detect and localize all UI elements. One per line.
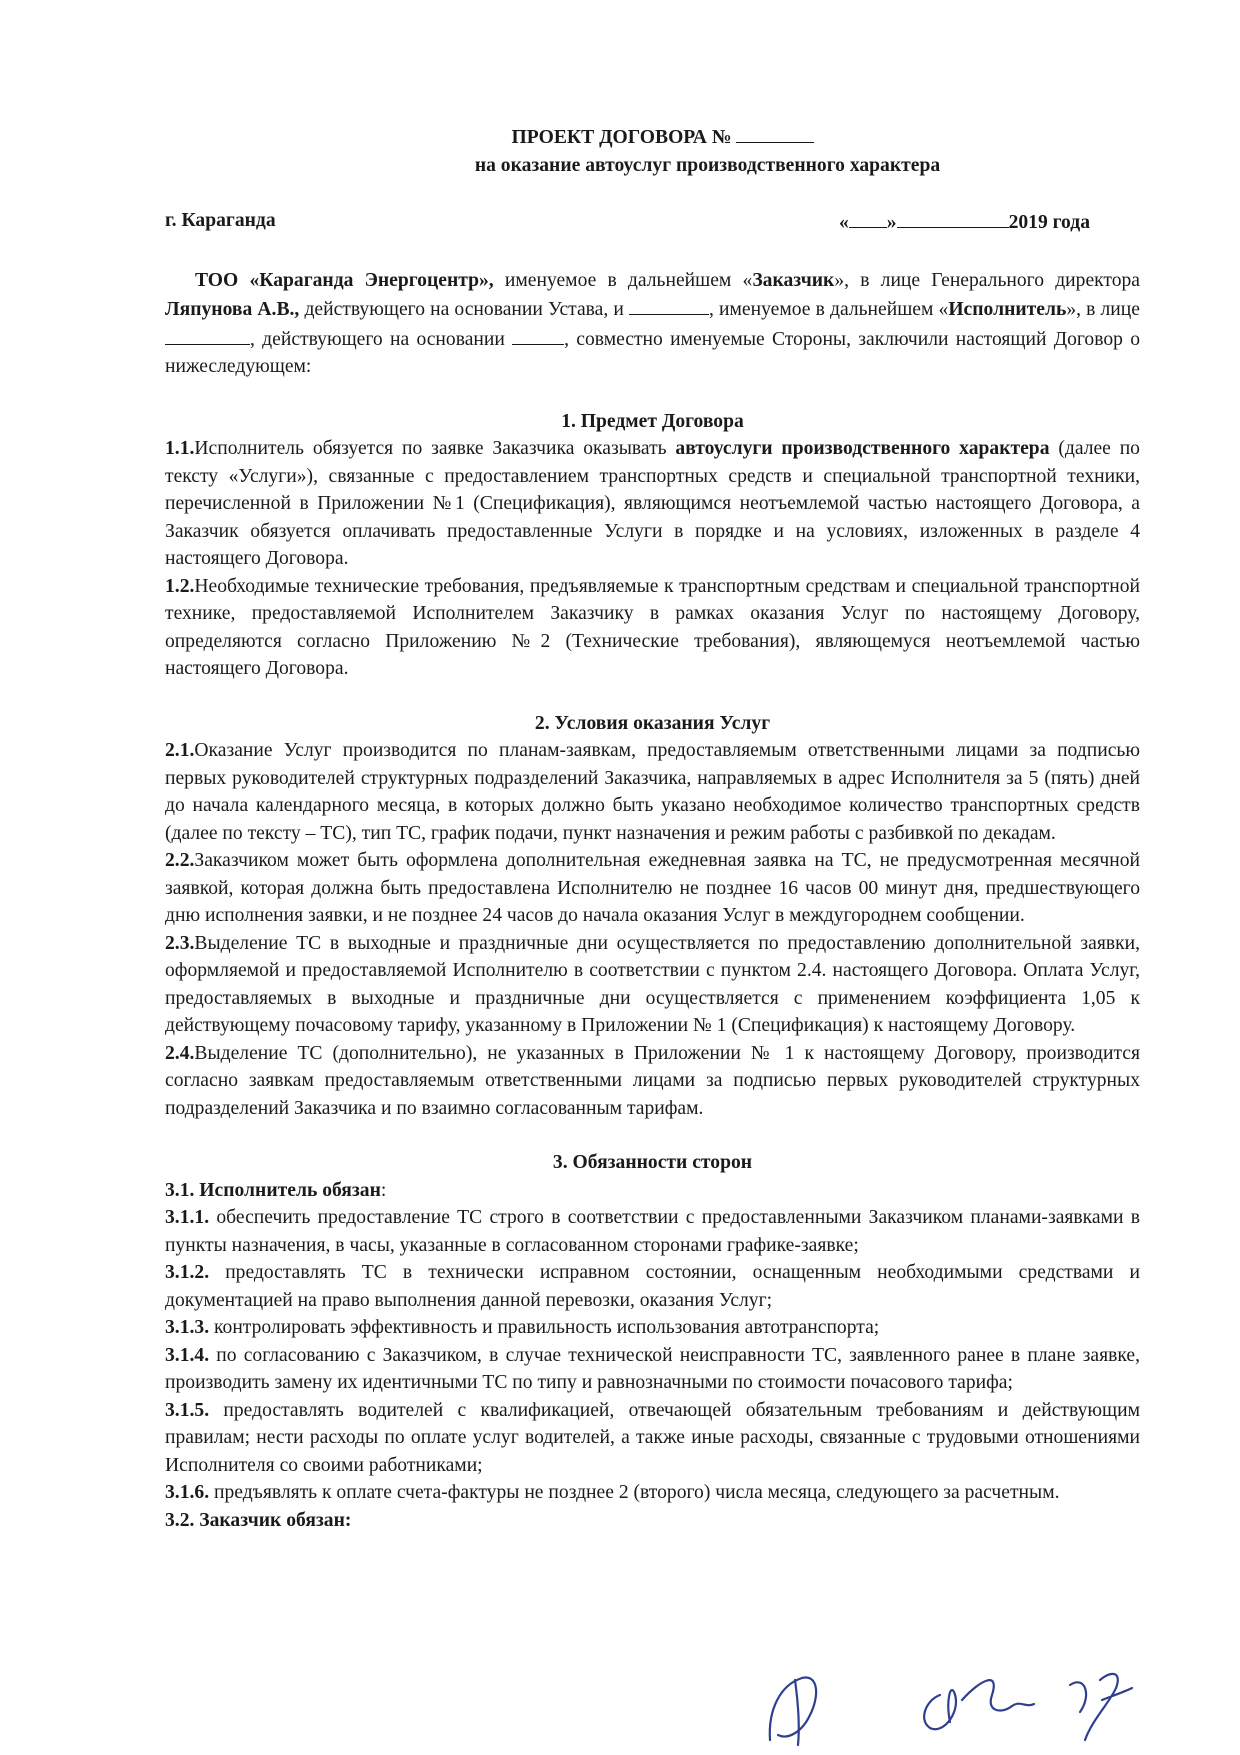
document-body bbox=[165, 122, 1140, 1534]
clause-3-1-3: 3.1.3. контролировать эффективность и правильность использования автотранспорта; bbox=[165, 1317, 880, 1338]
clause-2-1: 2.1.Оказание Услуг производится по планам-заявкам, предоставляемым ответственными лицами за подписью первых руководителей структурных подразделений Заказчика, направляемых в адрес Исполнителя за 5 (пять) дней до начала календарного месяца, в которых должно быть указано необходимое количество транспортных средств (далее по тексту – ТС), тип ТС, график подачи, пункт назначения и режим работы с разбивкой по декадам. bbox=[165, 740, 1140, 844]
month-blank bbox=[897, 207, 1009, 228]
clause-1-2: 1.2.Необходимые технические требования, предъявляемые к транспортным средствам и специальной транспортной технике, предоставляемой Исполнителем Заказчику в рамках оказания Услуг по настоящему Договору, определяются согласно Приложению №2 (Технические требования), являющемуся неотъемлемой частью настоящего Договора. bbox=[165, 575, 1140, 679]
clause-2-4: 2.4.Выделение ТС (дополнительно), не указанных в Приложении № 1 к настоящему Договору, производится согласно заявкам предоставляемым ответственными лицами за подписью первых руководителей структурных подразделений Заказчика и по взаимно согласованным тарифам. bbox=[165, 1042, 1140, 1119]
signature-2 bbox=[924, 1680, 1034, 1729]
basis-blank bbox=[512, 324, 564, 345]
signatures bbox=[740, 1640, 1200, 1750]
contract-number-blank bbox=[736, 122, 814, 143]
handwritten-signatures-icon bbox=[740, 1640, 1200, 1750]
city: г. Караганда bbox=[165, 210, 276, 231]
clause-2-2: 2.2.Заказчиком может быть оформлена дополнительная ежедневная заявка на ТС, не предусмотренная месячной заявкой, которая должна быть предоставлена Исполнителю не позднее 16 часов 00 минут дня, предшествующего дню исполнения заявки, и не позднее 24 часов до начала оказания Услуг в междугороднем сообщении. bbox=[165, 850, 1140, 926]
signature-1 bbox=[770, 1678, 816, 1745]
day-blank bbox=[849, 207, 887, 228]
clause-3-1-1: 3.1.1. обеспечить предоставление ТС строго в соответствии с предоставленными Заказчиком планами-заявками в пункты назначения, в часы, указанные в согласованном сторонами графике-заявке; bbox=[165, 1207, 1140, 1256]
document-title: ПРОЕКТ ДОГОВОРА № bbox=[185, 122, 1140, 152]
representative-blank bbox=[165, 324, 250, 345]
document-subtitle: на оказание автоуслуг производственного характера bbox=[474, 154, 941, 176]
clause-3-1-4: 3.1.4. по согласованию с Заказчиком, в случае технической неисправности ТС, заявленного ранее в плане заявке, производить замену их идентичными ТС по типу и равнозначными по стоимости почасового тарифа; bbox=[165, 1344, 1140, 1393]
subsection-3-1: 3.1. Исполнитель обязан: bbox=[165, 1179, 387, 1201]
section-3-heading: 3. Обязанности сторон bbox=[552, 1152, 753, 1173]
signature-3 bbox=[1070, 1674, 1132, 1740]
clause-1-1: 1.1.Исполнитель обязуется по заявке Заказчика оказывать автоуслуги производственного характера (далее по тексту «Услуги»), связанные с предоставлением транспортных средств и специальной транспортной техники, перечисленной в Приложении №1 (Спецификация), являющимся неотъемлемой частью настоящего Договора, а Заказчик обязуется оплачивать предоставленные Услуги в порядке и на условиях, изложенных в разделе 4 настоящего Договора. bbox=[165, 438, 1140, 569]
clause-3-1-2: 3.1.2. предоставлять ТС в технически исправном состоянии, оснащенным необходимыми средствами и документацией на право выполнения данной перевозки, оказания Услуг; bbox=[165, 1262, 1140, 1311]
section-1-heading: 1. Предмет Договора bbox=[561, 410, 744, 432]
party-blank bbox=[629, 294, 709, 315]
clause-2-3: 2.3.Выделение ТС в выходные и праздничные дни осуществляется по предоставлению дополнительной заявки, оформляемой и предоставляемой Исполнителю в соответствии с пунктом 2.4. настоящего Договора. Оплата Услуг, предоставляемых в выходные и праздничные дни осуществляется с применением коэффициента 1,05 к действующему почасовому тарифу, указанному в Приложении № 1 (Спецификация) к настоящему Договору. bbox=[165, 932, 1140, 1036]
clause-3-1-5: 3.1.5. предоставлять водителей с квалификацией, отвечающей обязательным требованиям и действующим правилам; нести расходы по оплате услуг водителей, а также иные расходы, связанные с трудовыми отношениями Исполнителя со своими работниками; bbox=[165, 1399, 1140, 1476]
contract-date: « » 2019 года bbox=[839, 207, 1090, 237]
preamble: ТОО «Караганда Энергоцентр», именуемое в дальнейшем «Заказчик», в лице Генерального директора Ляпунова А.В., действующего на основании Устава, и , именуемое в дальнейшем «Исполнитель», в лице , действующего на основании , совместно именуемые Стороны, заключили настоящий Договор о нижеследующем: bbox=[165, 269, 1140, 377]
subsection-3-2: 3.2. Заказчик обязан: bbox=[165, 1509, 352, 1531]
section-2-heading: 2. Условия оказания Услуг bbox=[534, 712, 771, 734]
place-date-row bbox=[165, 207, 1140, 237]
clause-3-1-6: 3.1.6. предъявлять к оплате счета-фактуры не позднее 2 (второго) числа месяца, следующего за расчетным. bbox=[165, 1482, 1060, 1503]
